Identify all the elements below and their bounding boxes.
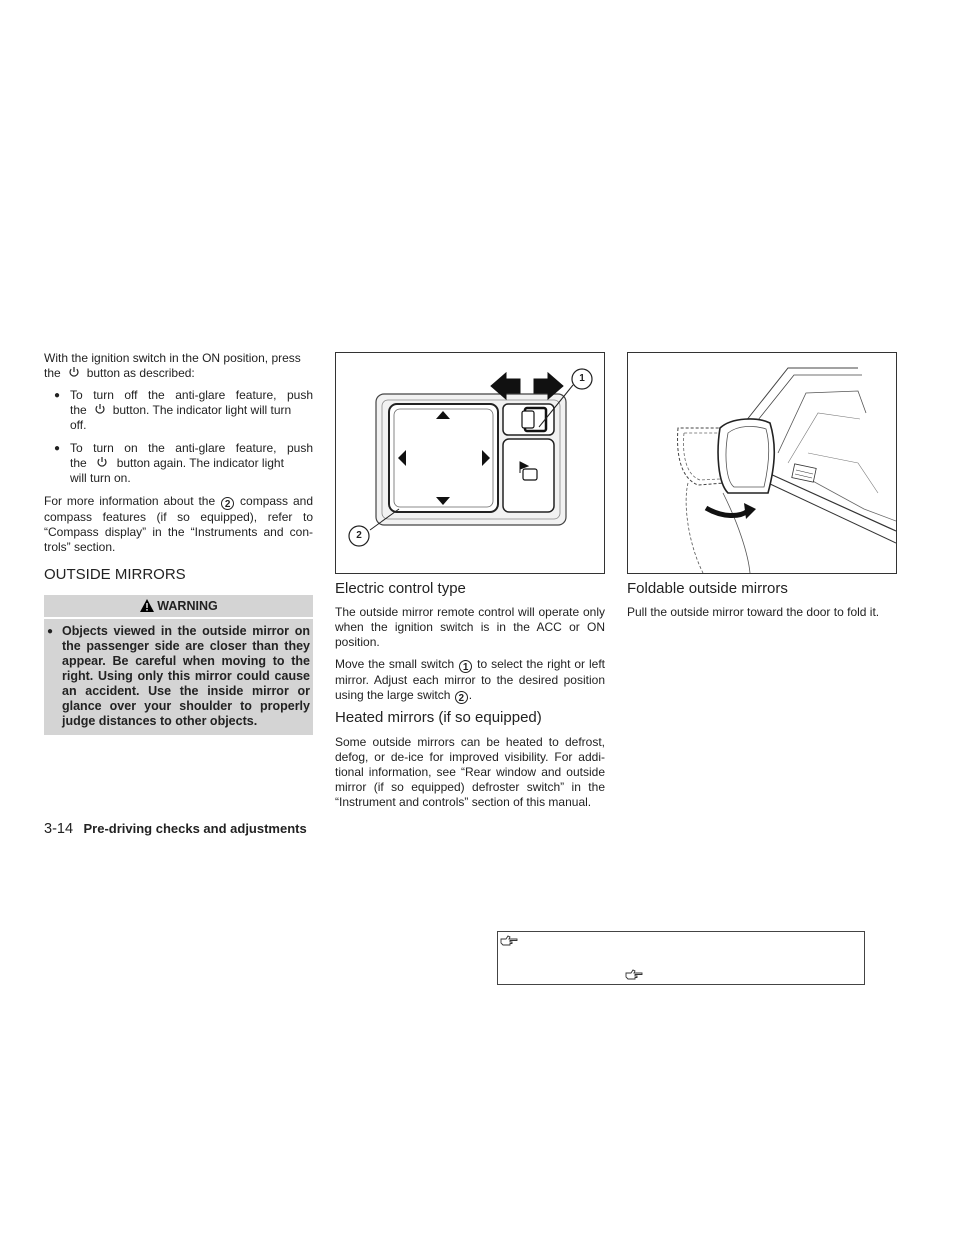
electric-control-paragraph: The outside mirror remote control will operate only when the ignition switch is in the ACC or ON position. — [335, 605, 605, 649]
page-footer — [44, 820, 307, 838]
column-middle-text — [335, 605, 605, 704]
figure-foldable-mirror — [627, 352, 897, 574]
heading-foldable-mirrors: Foldable outside mirrors — [627, 580, 788, 597]
figure-callout-2: 2 — [356, 530, 362, 541]
figure-callout-1: 1 — [579, 373, 585, 384]
bullet-dot: ● — [54, 443, 61, 454]
bullet-turn-off: ● To turn off the anti-glare feature, push the button. The indicator light will turn off. — [54, 388, 313, 432]
heading-heated-mirrors: Heated mirrors (if so equipped) — [335, 709, 542, 726]
foldable-mirrors-paragraph: Pull the outside mirror toward the door to fold it. — [627, 605, 880, 619]
warning-box — [44, 595, 313, 735]
bullet-dot: ● — [47, 626, 54, 637]
pointing-hand-icon — [625, 968, 643, 986]
footer-title: Pre-driving checks and adjustments — [83, 821, 307, 836]
power-button-icon — [87, 456, 117, 471]
intro-line-b: the button as described: — [44, 366, 195, 380]
heated-mirrors-paragraph: Some outside mirrors can be heated to defrost, defog, or de-ice for improved visibility. For addi-tional information, see “Rear window and outside mirror (if so equipped) defroster switch” in the “Instrument and controls” section of this manual. — [335, 735, 605, 809]
callout-number-2: 2 — [221, 497, 234, 510]
foldable-mirror-illustration — [628, 353, 896, 573]
bullet-dot: ● — [54, 390, 61, 401]
callout-number-2: 2 — [455, 691, 468, 704]
page-number: 3-14 — [44, 821, 74, 837]
warning-text: Objects viewed in the outside mirror on the passenger side are closer than they appear. Be careful when moving to the right. Using only this mirror could cause an accident. Use the inside mirror or glance over your shoulder to properly judge distances to other objects. — [62, 624, 310, 728]
intro-paragraph — [44, 351, 313, 381]
power-button-icon — [87, 403, 113, 418]
figure-mirror-control-switch — [335, 352, 605, 574]
column-left — [44, 351, 313, 555]
pointing-hand-icon — [500, 934, 518, 952]
bullet-turn-on: ● To turn on the anti-glare feature, push the button again. The indicator light will turn on. — [54, 441, 313, 485]
intro-line-a: With the ignition switch in the ON position, press — [44, 351, 301, 365]
section-title: OUTSIDE MIRRORS — [44, 566, 186, 583]
more-info-paragraph: For more information about the 2 compass and compass features (if so equipped), refer to “Compass display” in the “Instruments and con-trols” section. — [44, 494, 314, 554]
mirror-control-illustration — [336, 353, 604, 573]
warning-body — [44, 619, 313, 735]
callout-number-1: 1 — [459, 660, 472, 673]
warning-triangle-icon — [139, 598, 155, 620]
heading-electric-control: Electric control type — [335, 580, 466, 597]
switch-instructions-paragraph: Move the small switch 1 to select the right or left mirror. Adjust each mirror to the desired position using the large switch 2 . — [335, 657, 606, 704]
warning-title: WARNING — [157, 599, 218, 613]
note-box — [497, 931, 865, 985]
power-button-icon — [61, 366, 87, 381]
warning-header — [44, 595, 313, 617]
